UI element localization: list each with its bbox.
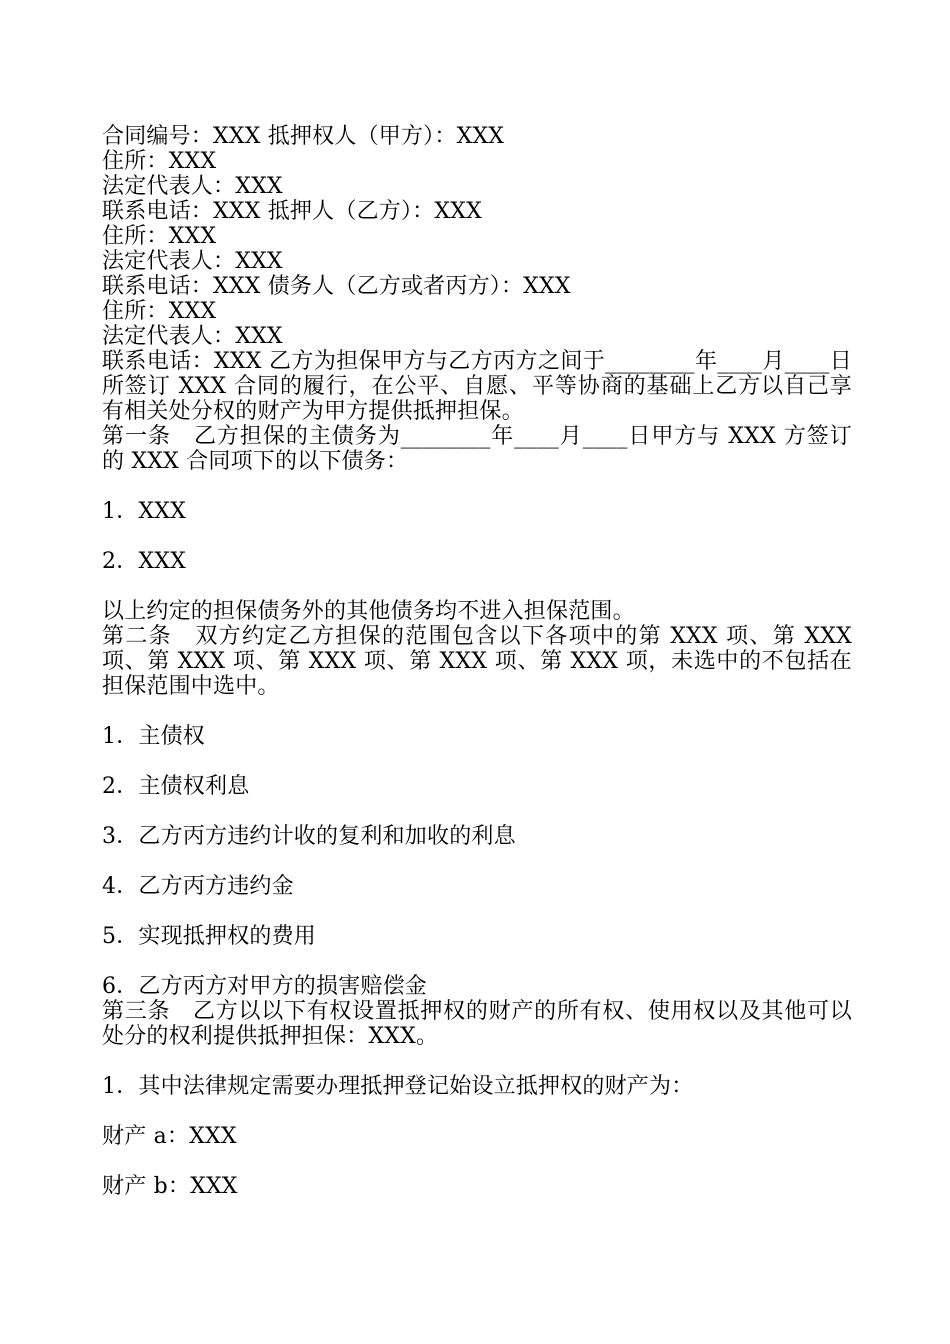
address-line: 住所：XXX [102, 299, 217, 324]
article-1: 第一条 乙方担保的主债务为________年____月____日甲方与 XXX 方签订的 XXX 合同项下的以下债务： [102, 424, 852, 474]
address-line: 住所：XXX [102, 149, 217, 174]
list-item: 4．乙方丙方违约金 [102, 874, 294, 899]
document-page [102, 124, 852, 1199]
article-2: 第二条 双方约定乙方担保的范围包含以下各项中的第 XXX 项、第 XXX 项、第 XXX 项、第 XXX 项、第 XXX 项、第 XXX 项，未选中的不包括在担保范围中选中。 [102, 624, 852, 699]
article-1-tail: 以上约定的担保债务外的其他债务均不进入担保范围。 [102, 599, 635, 624]
list-item: 6．乙方丙方对甲方的损害赔偿金 [102, 974, 427, 999]
list-item: 1．XXX [102, 499, 186, 524]
list-item: 财产 b：XXX [102, 1174, 238, 1199]
phone-line: 联系电话：XXX 抵押人（乙方）：XXX [102, 199, 482, 224]
list-item: 1．其中法律规定需要办理抵押登记始设立抵押权的财产为： [102, 1074, 694, 1099]
article-3: 第三条 乙方以以下有权设置抵押权的财产的所有权、使用权以及其他可以处分的权利提供抵押担保：XXX。 [102, 999, 852, 1049]
list-item: 2．主债权利息 [102, 774, 250, 799]
list-item: 5．实现抵押权的费用 [102, 924, 316, 949]
phone-line: 联系电话：XXX 债务人（乙方或者丙方）：XXX [102, 274, 571, 299]
preamble-paragraph: 联系电话：XXX 乙方为担保甲方与乙方丙方之间于________年____月____日所签订 XXX 合同的履行，在公平、自愿、平等协商的基础上乙方以自己享有相关处分权的财产为甲方提供抵押担保。 [102, 349, 852, 424]
list-item: 3．乙方丙方违约计收的复利和加收的利息 [102, 824, 516, 849]
legal-rep-line: 法定代表人：XXX [102, 174, 283, 199]
list-item: 1．主债权 [102, 724, 205, 749]
list-item: 财产 a：XXX [102, 1124, 237, 1149]
contract-number-line: 合同编号：XXX 抵押权人（甲方）：XXX [102, 124, 505, 149]
list-item: 2．XXX [102, 549, 186, 574]
legal-rep-line: 法定代表人：XXX [102, 324, 283, 349]
address-line: 住所：XXX [102, 224, 217, 249]
legal-rep-line: 法定代表人：XXX [102, 249, 283, 274]
